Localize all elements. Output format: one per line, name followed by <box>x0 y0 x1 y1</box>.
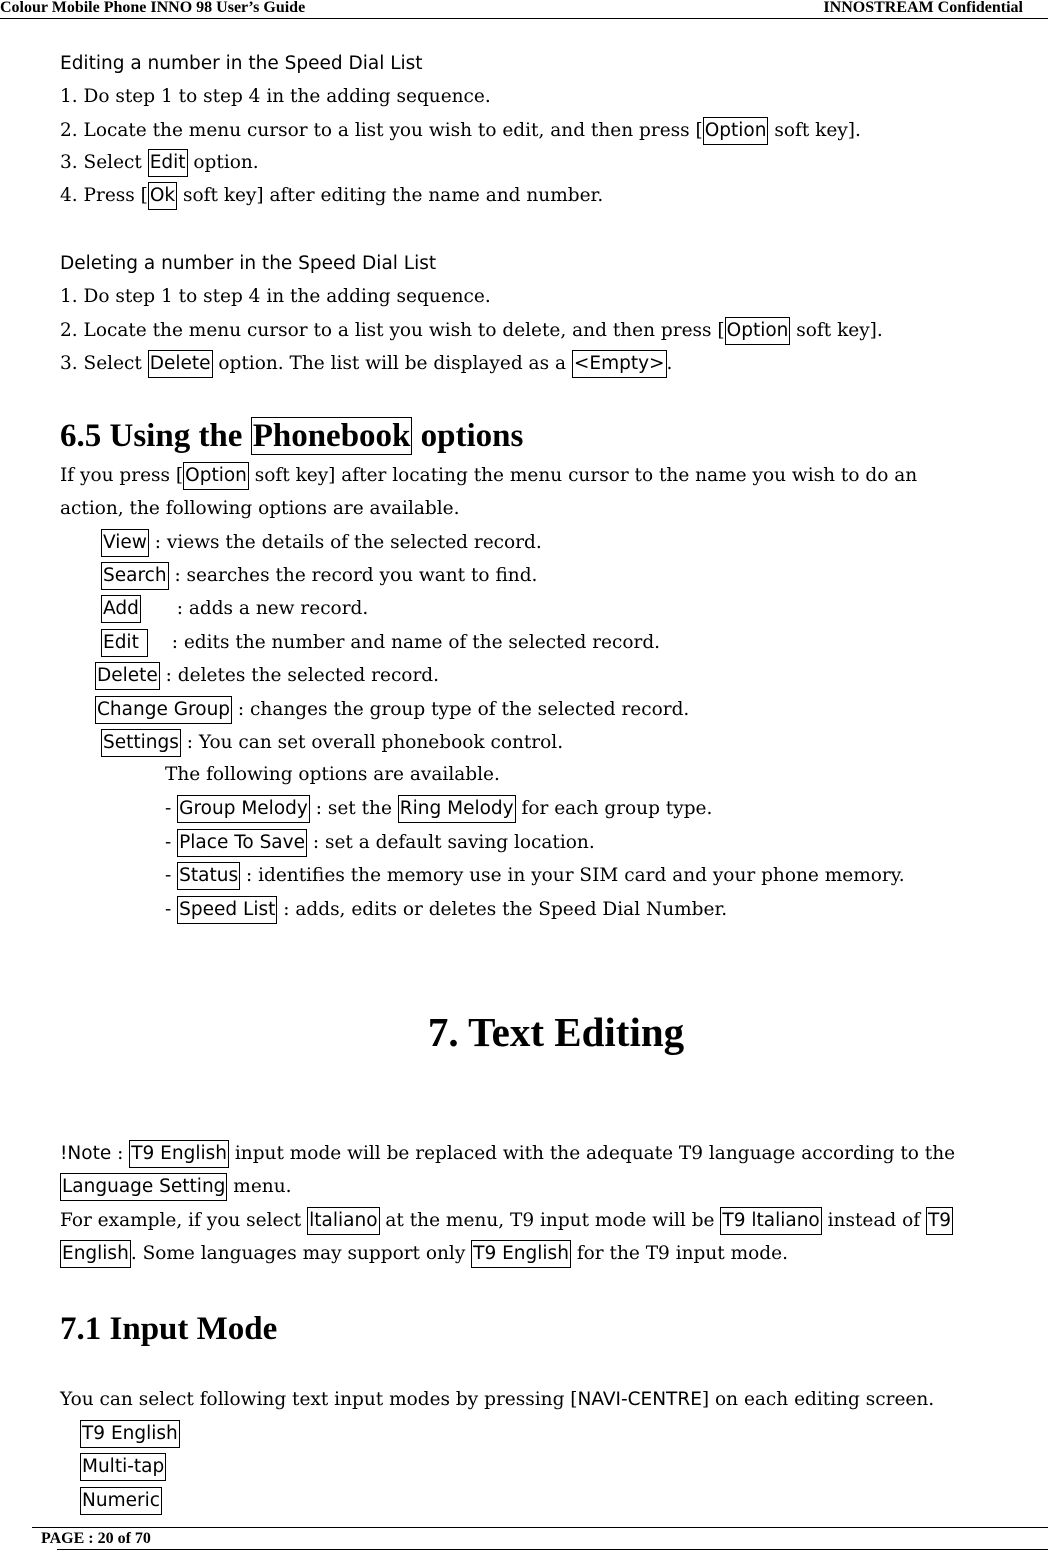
view-desc: : views the details of the selected record. <box>148 532 542 553</box>
place-to-save-desc: : set a default saving location. <box>306 832 595 853</box>
phonebook-key: Phonebook <box>252 418 411 454</box>
edit-step-2-tail: soft key]. <box>768 120 861 141</box>
change-group-desc: : changes the group type of the selected record. <box>232 699 690 720</box>
settings-status <box>165 862 905 892</box>
note-text-3: For example, if you select <box>60 1210 308 1231</box>
note-text-4: . Some languages may support only <box>130 1243 472 1264</box>
t9-key: T9 <box>926 1207 953 1235</box>
t9-english-mode: T9 English <box>80 1420 180 1448</box>
note-line-2 <box>60 1173 292 1203</box>
dash: - <box>165 798 178 819</box>
dash: - <box>165 832 178 853</box>
footer-rule-bottom <box>57 1549 1048 1550</box>
option-search <box>101 562 537 592</box>
phonebook-intro-tail: soft key] after locating the menu cursor to the name you wish to do an <box>248 465 918 486</box>
dash: - <box>165 899 178 920</box>
note-line-4 <box>60 1240 788 1270</box>
delete-section-title: Deleting a number in the Speed Dial List <box>60 253 437 274</box>
settings-place-to-save <box>165 829 595 859</box>
note-text-1: input mode will be replaced with the adequate T9 language according to the <box>228 1143 956 1164</box>
settings-key: Settings <box>101 729 181 757</box>
settings-desc: : You can set overall phonebook control. <box>180 732 564 753</box>
edit-key: Edit <box>148 149 188 177</box>
option-edit <box>101 629 660 659</box>
settings-intro: The following options are available. <box>165 764 500 785</box>
search-key: Search <box>101 562 169 590</box>
input-mode-heading: 7.1 Input Mode <box>60 1311 278 1347</box>
option-change-group <box>95 696 689 726</box>
delete-step-2-text: 2. Locate the menu cursor to a list you wish to delete, and then press [ <box>60 320 725 341</box>
speed-list-desc: : adds, edits or deletes the Speed Dial Number. <box>277 899 728 920</box>
phonebook-intro-text: If you press [ <box>60 465 184 486</box>
italiano-key: ltaliano <box>307 1207 379 1235</box>
edit-step-3 <box>60 149 259 179</box>
speed-list-key: Speed List <box>177 896 277 924</box>
group-melody-mid: : set the <box>309 798 398 819</box>
edit-step-2 <box>60 117 861 147</box>
phonebook-intro-1 <box>60 462 917 492</box>
chapter-title: 7. Text Editing <box>427 1009 685 1055</box>
delete-step-3-text: 3. Select <box>60 353 148 374</box>
edit-step-3-tail: option. <box>187 152 259 173</box>
option-delete <box>95 662 439 692</box>
delete-step-2 <box>60 317 883 347</box>
edit-key: Edit <box>101 629 148 657</box>
dash: - <box>165 865 178 886</box>
input-mode-intro <box>60 1387 934 1417</box>
ring-melody-key: Ring Melody <box>398 795 516 823</box>
settings-group-melody <box>165 795 712 825</box>
page-number: PAGE : 20 of 70 <box>41 1530 151 1547</box>
delete-step-3-mid: option. The list will be displayed as a <box>212 353 572 374</box>
option-key: Option <box>183 462 249 490</box>
group-melody-key: Group Melody <box>177 795 310 823</box>
add-key: Add <box>101 595 141 623</box>
numeric-mode: Numeric <box>80 1487 162 1515</box>
settings-speed-list <box>165 896 727 926</box>
option-settings <box>101 729 563 759</box>
header-left: Colour Mobile Phone INNO 98 User’s Guide <box>0 0 306 16</box>
search-desc: : searches the record you want to find. <box>168 565 538 586</box>
phonebook-heading-tail: options <box>412 418 524 454</box>
mode-numeric <box>80 1487 162 1517</box>
multi-tap-mode: Multi-tap <box>80 1453 166 1481</box>
option-key: Option <box>703 117 769 145</box>
delete-step-3-tail: . <box>666 353 673 374</box>
delete-key: Delete <box>95 662 160 690</box>
place-to-save-key: Place To Save <box>177 829 307 857</box>
delete-step-1: 1. Do step 1 to step 4 in the adding sequence. <box>60 286 491 307</box>
input-mode-intro-text: You can select following text input modes by pressing [ <box>60 1389 578 1410</box>
edit-step-4-tail: soft key] after editing the name and number. <box>177 185 604 206</box>
edit-step-2-text: 2. Locate the menu cursor to a list you wish to edit, and then press [ <box>60 120 703 141</box>
status-desc: : identifies the memory use in your SIM card and your phone memory. <box>240 865 905 886</box>
change-group-key: Change Group <box>95 696 232 724</box>
edit-section-title: Editing a number in the Speed Dial List <box>60 53 423 74</box>
note-label: !Note <box>60 1143 112 1164</box>
empty-key: <Empty> <box>572 350 667 378</box>
delete-step-3 <box>60 350 672 380</box>
t9-italiano-key: T9 ltaliano <box>720 1207 821 1235</box>
status-key: Status <box>177 862 240 890</box>
navi-centre-key: NAVI-CENTRE <box>577 1389 702 1410</box>
ok-key: Ok <box>148 182 177 210</box>
edit-desc: : edits the number and name of the selected record. <box>165 632 661 653</box>
header-right: INNOSTREAM Confidential <box>823 0 1023 16</box>
phonebook-heading <box>60 416 523 456</box>
delete-desc: : deletes the selected record. <box>159 665 440 686</box>
edit-step-3-text: 3. Select <box>60 152 148 173</box>
english-key: English <box>60 1240 131 1268</box>
note-text-3-mid: at the menu, T9 input mode will be <box>379 1210 721 1231</box>
phonebook-heading-text: 6.5 Using the <box>60 418 251 454</box>
option-add <box>101 595 368 625</box>
note-line-1 <box>60 1140 955 1170</box>
edit-step-4 <box>60 182 603 212</box>
input-mode-intro-tail: ] on each editing screen. <box>701 1389 935 1410</box>
header-rule <box>0 18 1048 19</box>
view-key: View <box>101 529 149 557</box>
add-desc: : adds a new record. <box>170 598 369 619</box>
option-view <box>101 529 542 559</box>
note-line-3 <box>60 1207 953 1237</box>
note-text-3-mid2: instead of <box>821 1210 926 1231</box>
t9-english-key: T9 English <box>471 1240 571 1268</box>
note-text-4-tail: for the T9 input mode. <box>570 1243 788 1264</box>
t9-english-key: T9 English <box>129 1140 229 1168</box>
delete-step-2-tail: soft key]. <box>790 320 883 341</box>
delete-key: Delete <box>148 350 213 378</box>
mode-multi-tap <box>80 1453 166 1483</box>
edit-step-1: 1. Do step 1 to step 4 in the adding sequence. <box>60 86 491 107</box>
phonebook-intro-2: action, the following options are available. <box>60 498 460 519</box>
footer-rule-top <box>32 1527 1048 1528</box>
mode-t9-english <box>80 1420 180 1450</box>
edit-step-4-text: 4. Press [ <box>60 185 148 206</box>
language-setting-key: Language Setting <box>60 1173 227 1201</box>
group-melody-desc: for each group type. <box>515 798 713 819</box>
note-text-2: menu. <box>227 1176 292 1197</box>
option-key: Option <box>725 317 791 345</box>
note-sep: : <box>111 1143 130 1164</box>
